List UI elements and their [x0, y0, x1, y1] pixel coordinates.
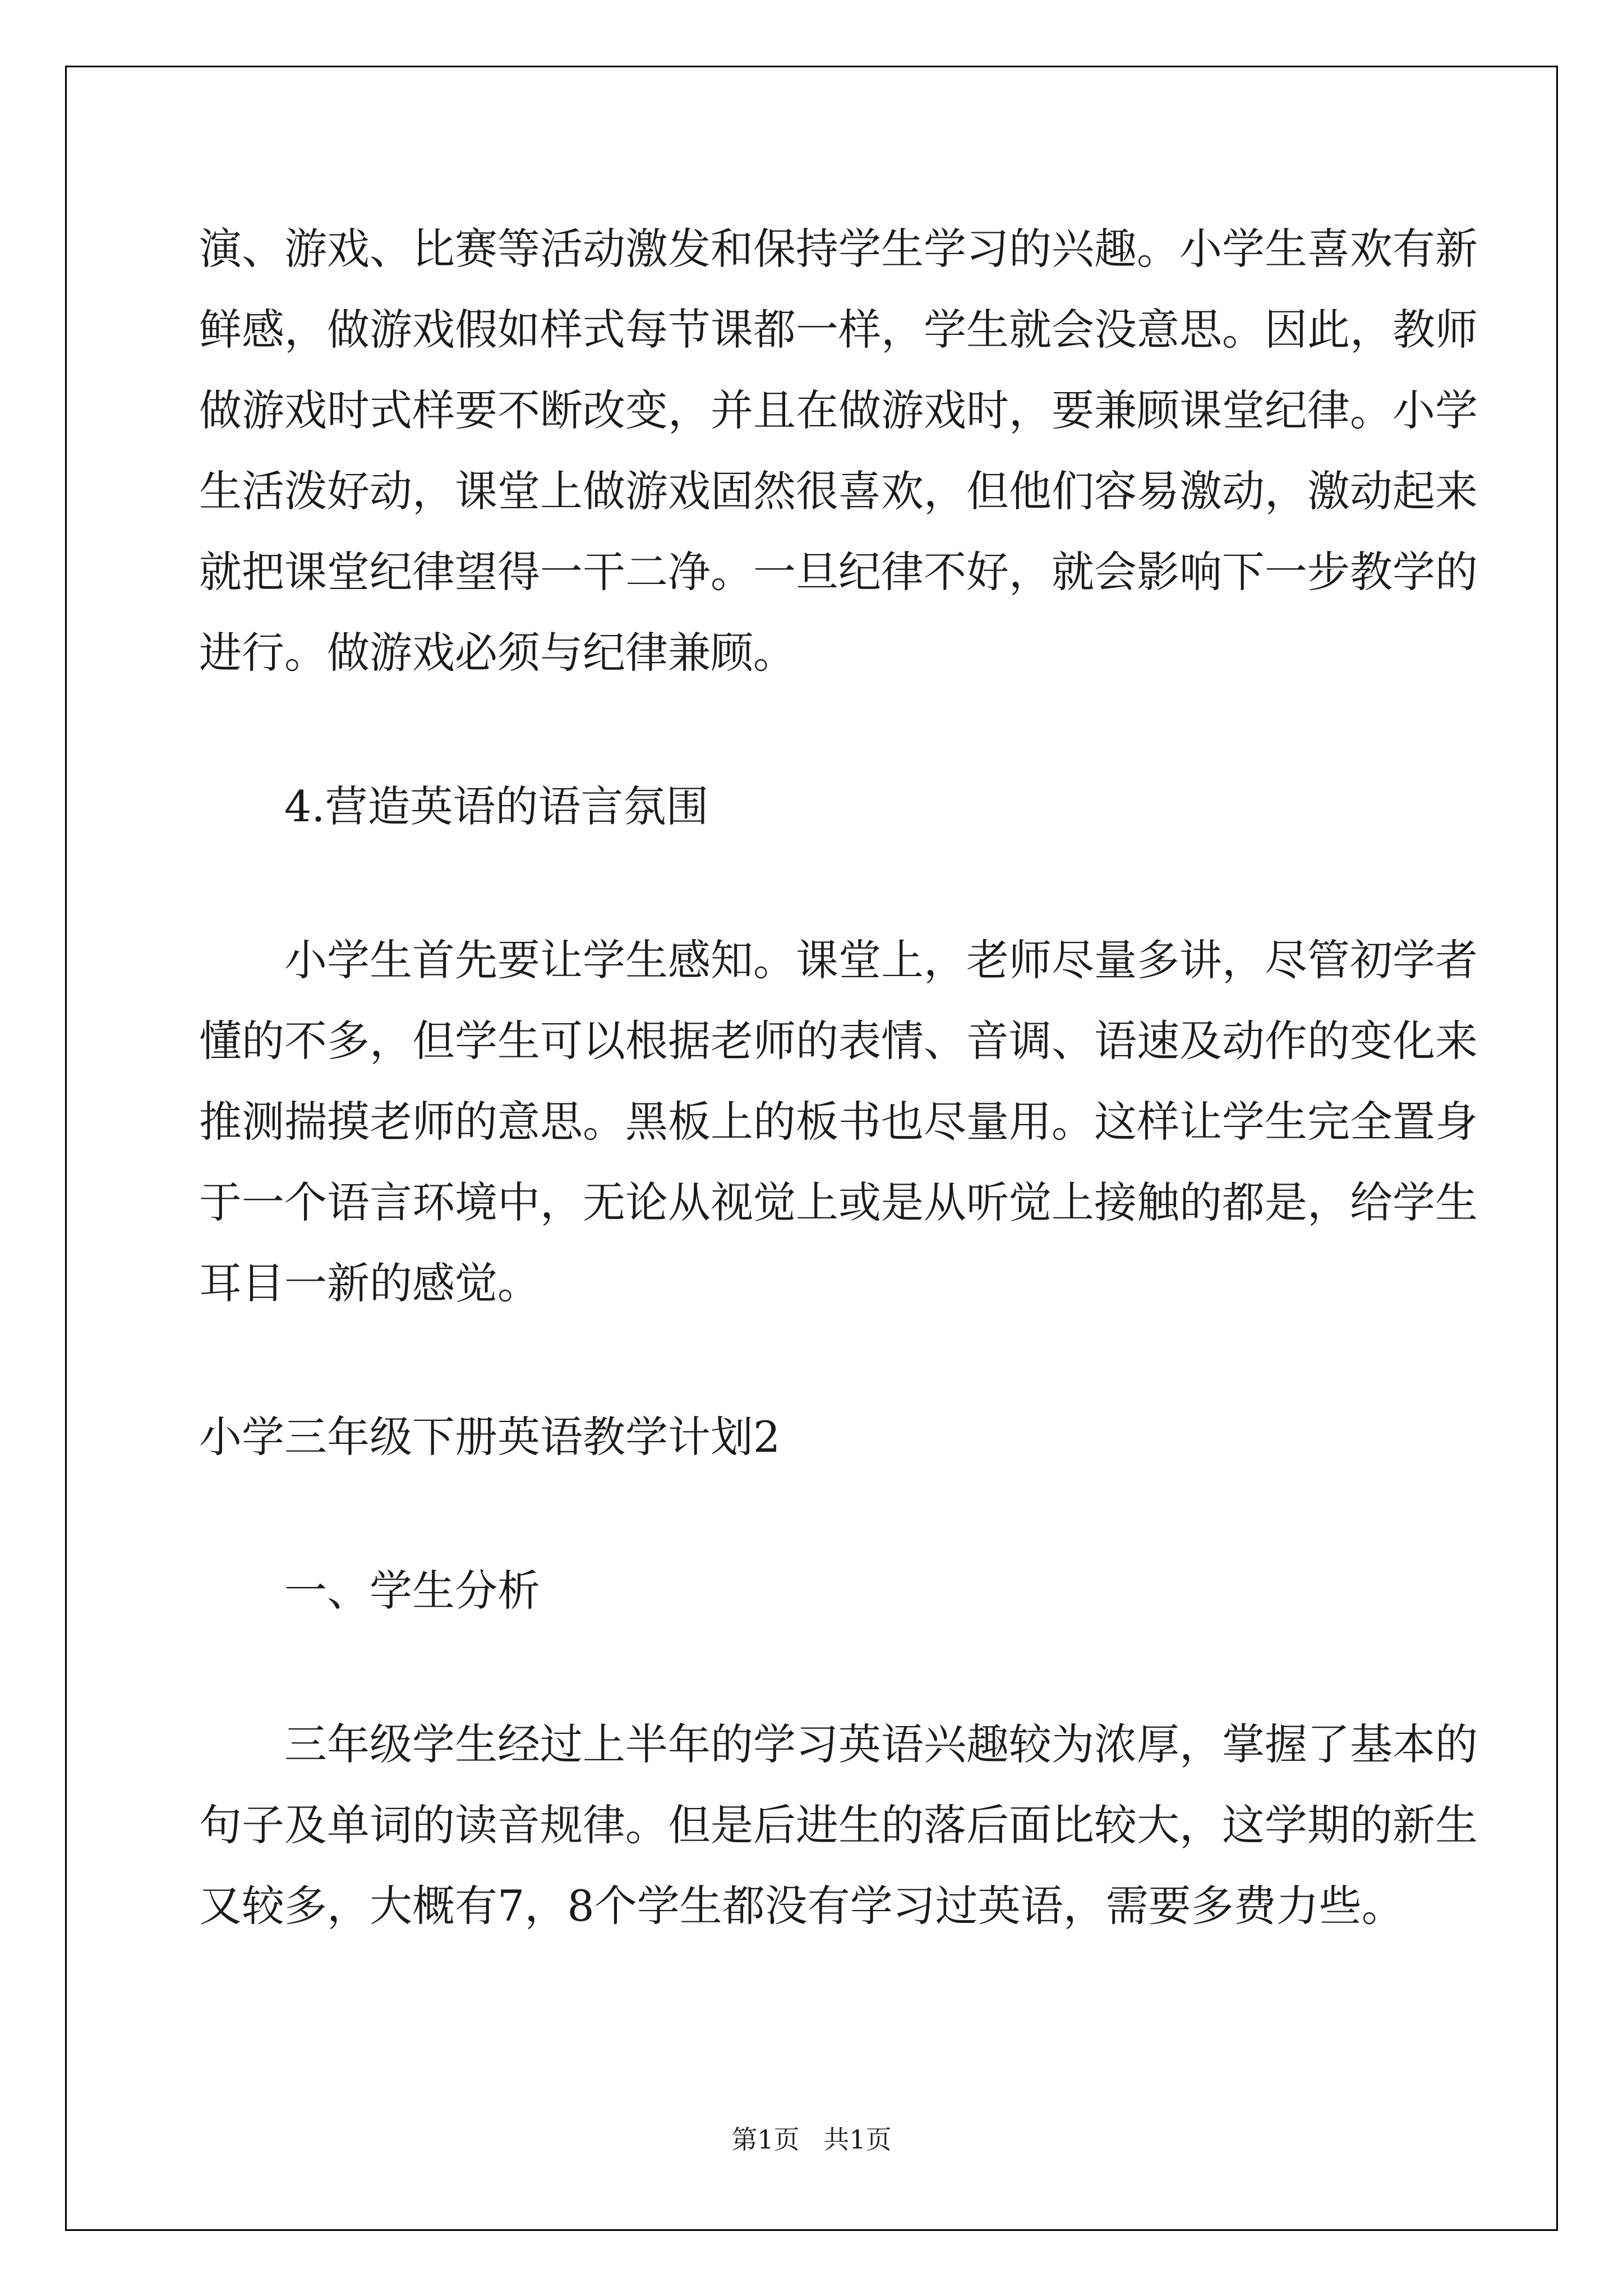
text-line: 演、游戏、比赛等活动激发和保持学生学习的兴趣。小学生喜欢有新 — [199, 224, 1478, 274]
text-line: 进行。做游戏必须与纪律兼顾。 — [199, 628, 796, 678]
paragraph-2 — [199, 920, 1478, 1324]
text-line: 做游戏时式样要不断改变，并且在做游戏时，要兼顾课堂纪律。小学 — [199, 385, 1478, 435]
text-line: 推测揣摸老师的意思。黑板上的板书也尽量用。这样让学生完全置身 — [199, 1097, 1478, 1147]
text-line: 又较多，大概有7，8个学生都没有学习过英语，需要多费力些。 — [199, 1881, 1404, 1931]
text-line: 句子及单词的读音规律。但是后进生的落后面比较大，这学期的新生 — [199, 1800, 1478, 1850]
paragraph-3 — [199, 1704, 1478, 1947]
page-total: 共1页 — [823, 2124, 892, 2155]
text-line: 耳目一新的感觉。 — [199, 1258, 540, 1308]
text-line: 就把课堂纪律望得一干二净。一旦纪律不好，就会影响下一步教学的 — [199, 547, 1478, 597]
text-line: 小学生首先要让学生感知。课堂上，老师尽量多讲，尽管初学者 — [284, 935, 1478, 985]
text-line: 于一个语言环境中，无论从视觉上或是从听觉上接触的都是，给学生 — [199, 1177, 1478, 1227]
page-footer — [0, 2119, 1623, 2156]
document-body — [199, 209, 1478, 2019]
text-line: 三年级学生经过上半年的学习英语兴趣较为浓厚，掌握了基本的 — [284, 1719, 1478, 1769]
text-line: 鲜感，做游戏假如样式每节课都一样，学生就会没意思。因此，教师 — [199, 305, 1478, 355]
text-line: 生活泼好动，课堂上做游戏固然很喜欢，但他们容易激动，激动起来 — [199, 466, 1478, 516]
page-number: 第1页 — [731, 2124, 800, 2155]
paragraph-1 — [199, 209, 1478, 693]
section-title: 小学三年级下册英语教学计划2 — [199, 1412, 781, 1462]
heading-4: 4.营造英语的语言氛围 — [284, 781, 709, 831]
text-line: 懂的不多，但学生可以根据老师的表情、音调、语速及动作的变化来 — [199, 1016, 1478, 1066]
subheading-student-analysis: 一、学生分析 — [284, 1566, 540, 1616]
